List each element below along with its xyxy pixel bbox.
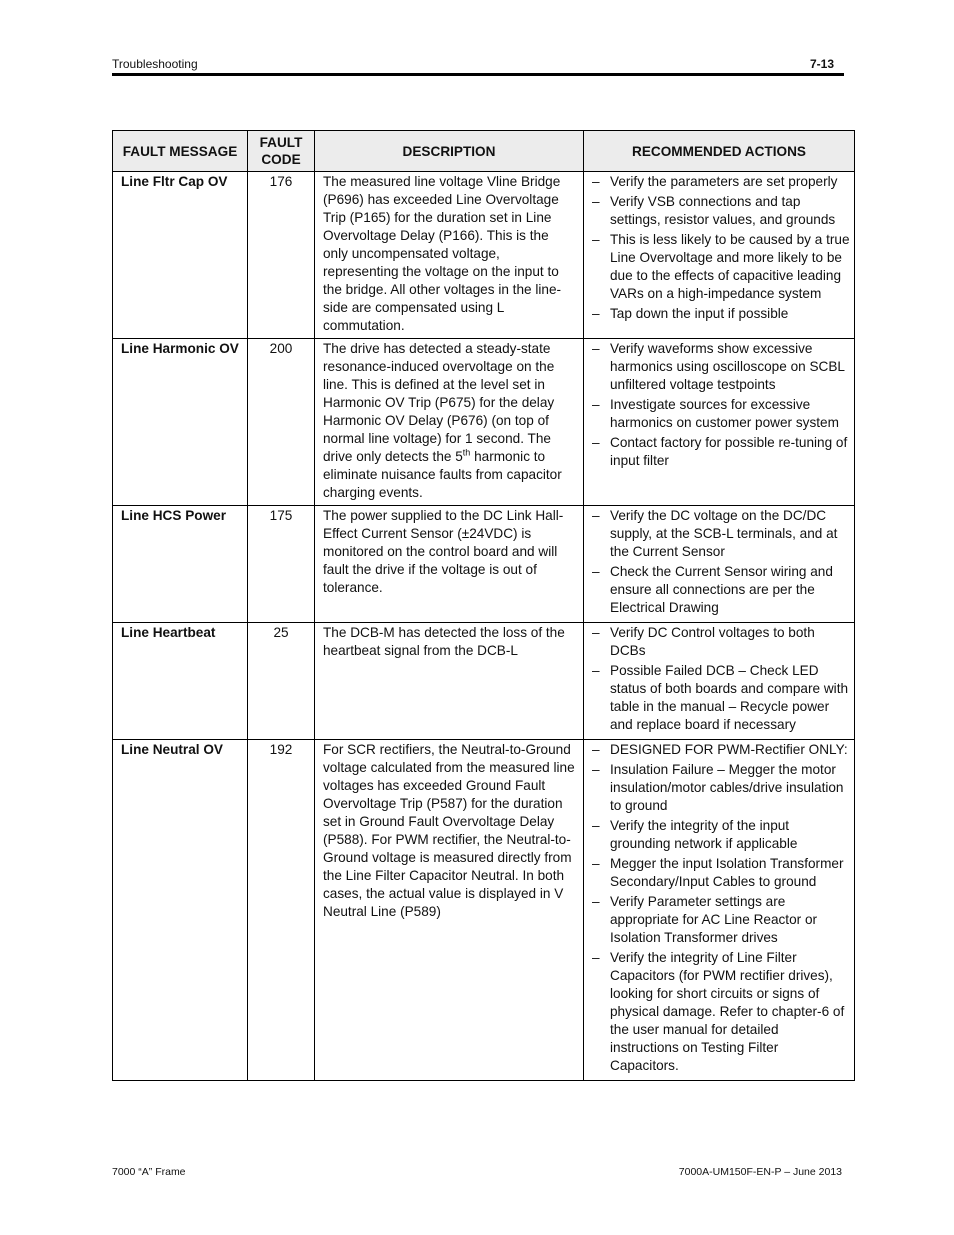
recommended-actions: [584, 172, 855, 339]
action-item: – Tap down the input if possible: [592, 306, 789, 321]
action-item: – Verify DC Control voltages to both DCBs: [592, 625, 815, 658]
action-item: – Verify waveforms show excessive harmonics using oscilloscope on SCBL unfiltered voltage testpoints: [592, 341, 845, 392]
table-row: [113, 339, 855, 506]
dash-bullet: –: [592, 564, 600, 579]
action-item: – Megger the input Isolation Transformer Secondary/Input Cables to ground: [592, 856, 844, 889]
dash-bullet: –: [592, 663, 600, 678]
col-header-description: DESCRIPTION: [315, 131, 584, 172]
recommended-actions: [584, 506, 855, 623]
fault-code: 192: [248, 740, 315, 1081]
table-header-row: [113, 131, 855, 172]
action-item: – Possible Failed DCB – Check LED status of both boards and compare with table in the manual – Recycle power and replace board if necessary: [592, 663, 849, 732]
col-header-fault-message: FAULT MESSAGE: [113, 131, 248, 172]
footer-publication: 7000A-UM150F-EN-P – June 2013: [678, 1166, 842, 1178]
fault-message: Line Neutral OV: [113, 740, 248, 1081]
action-item: – Insulation Failure – Megger the motor insulation/motor cables/drive insulation to ground: [592, 762, 844, 813]
action-item: – This is less likely to be caused by a true Line Overvoltage and more likely to be due to the effects of capacitive leading VARs on a high-impedance system: [592, 232, 850, 301]
action-item: – Investigate sources for excessive harmonics on customer power system: [592, 397, 839, 430]
fault-code: 175: [248, 506, 315, 623]
dash-bullet: –: [592, 194, 600, 209]
fault-code: 200: [248, 339, 315, 506]
page-number: 7-13: [809, 57, 834, 71]
fault-description: The drive has detected a steady-state resonance-induced overvoltage on the line. This is defined at the level set in Harmonic OV Trip (P675) for the delay Harmonic OV Delay (P676) (on top of normal line voltage) for 1 second. The drive only detects the 5th harmonic to eliminate nuisance faults from capacitor charging events.: [315, 339, 584, 506]
running-header-section: Troubleshooting: [112, 57, 198, 71]
action-item: – Verify the integrity of the input grounding network if applicable: [592, 818, 798, 851]
table-row: [113, 506, 855, 623]
dash-bullet: –: [592, 397, 600, 412]
fault-message: Line Heartbeat: [113, 623, 248, 740]
action-item: – Verify the parameters are set properly: [592, 174, 838, 189]
col-header-fault-code: FAULT CODE: [248, 131, 315, 172]
footer-product: 7000 “A” Frame: [112, 1166, 186, 1178]
action-item: – DESIGNED FOR PWM-Rectifier ONLY:: [592, 742, 848, 757]
fault-description: The measured line voltage Vline Bridge (P696) has exceeded Line Overvoltage Trip (P165) for the duration set in Line Overvoltage Delay (P166). This is the only uncompensated voltage, representing the voltage on the input to the bridge. All other voltages in the line-side are compensated using L commutation.: [315, 172, 584, 339]
fault-code: 176: [248, 172, 315, 339]
dash-bullet: –: [592, 306, 600, 321]
recommended-actions: [584, 339, 855, 506]
col-header-recommended-actions: RECOMMENDED ACTIONS: [584, 131, 855, 172]
dash-bullet: –: [592, 818, 600, 833]
dash-bullet: –: [592, 950, 600, 965]
dash-bullet: –: [592, 174, 600, 189]
table-row: [113, 172, 855, 339]
table-row: [113, 740, 855, 1081]
fault-message: Line Fltr Cap OV: [113, 172, 248, 339]
fault-message: Line Harmonic OV: [113, 339, 248, 506]
fault-table: [112, 130, 855, 1081]
dash-bullet: –: [592, 508, 600, 523]
dash-bullet: –: [592, 894, 600, 909]
dash-bullet: –: [592, 435, 600, 450]
dash-bullet: –: [592, 625, 600, 640]
action-item: – Verify VSB connections and tap settings, resistor values, and grounds: [592, 194, 836, 227]
fault-description: The power supplied to the DC Link Hall-Effect Current Sensor (±24VDC) is monitored on the control board and will fault the drive if the voltage is out of tolerance.: [315, 506, 584, 623]
action-item: – Contact factory for possible re-tuning of input filter: [592, 435, 848, 468]
action-item: – Verify the DC voltage on the DC/DC supply, at the SCB-L terminals, and at the Current Sensor: [592, 508, 838, 559]
table-row: [113, 623, 855, 740]
action-item: – Check the Current Sensor wiring and ensure all connections are per the Electrical Drawing: [592, 564, 833, 615]
fault-description: For SCR rectifiers, the Neutral-to-Ground voltage calculated from the measured line voltages has exceeded Ground Fault Overvoltage Trip (P587) for the duration set in Ground Fault Overvoltage Delay (P588). For PWM rectifier, the Neutral-to-Ground voltage is measured directly from the Line Filter Capacitor Neutral. In both cases, the actual value is displayed in V Neutral Line (P589): [315, 740, 584, 1081]
header-rule: [112, 73, 844, 76]
fault-message: Line HCS Power: [113, 506, 248, 623]
recommended-actions: [584, 740, 855, 1081]
action-item: – Verify Parameter settings are appropriate for AC Line Reactor or Isolation Transformer drives: [592, 894, 818, 945]
dash-bullet: –: [592, 762, 600, 777]
fault-code: 25: [248, 623, 315, 740]
dash-bullet: –: [592, 341, 600, 356]
dash-bullet: –: [592, 742, 600, 757]
recommended-actions: [584, 623, 855, 740]
dash-bullet: –: [592, 232, 600, 247]
fault-description: The DCB-M has detected the loss of the heartbeat signal from the DCB-L: [315, 623, 584, 740]
action-item: – Verify the integrity of Line Filter Capacitors (for PWM rectifier drives), looking for short circuits or signs of physical damage. Refer to chapter-6 of the user manual for detailed instructions on Testing Filter Capacitors.: [592, 950, 845, 1073]
dash-bullet: –: [592, 856, 600, 871]
